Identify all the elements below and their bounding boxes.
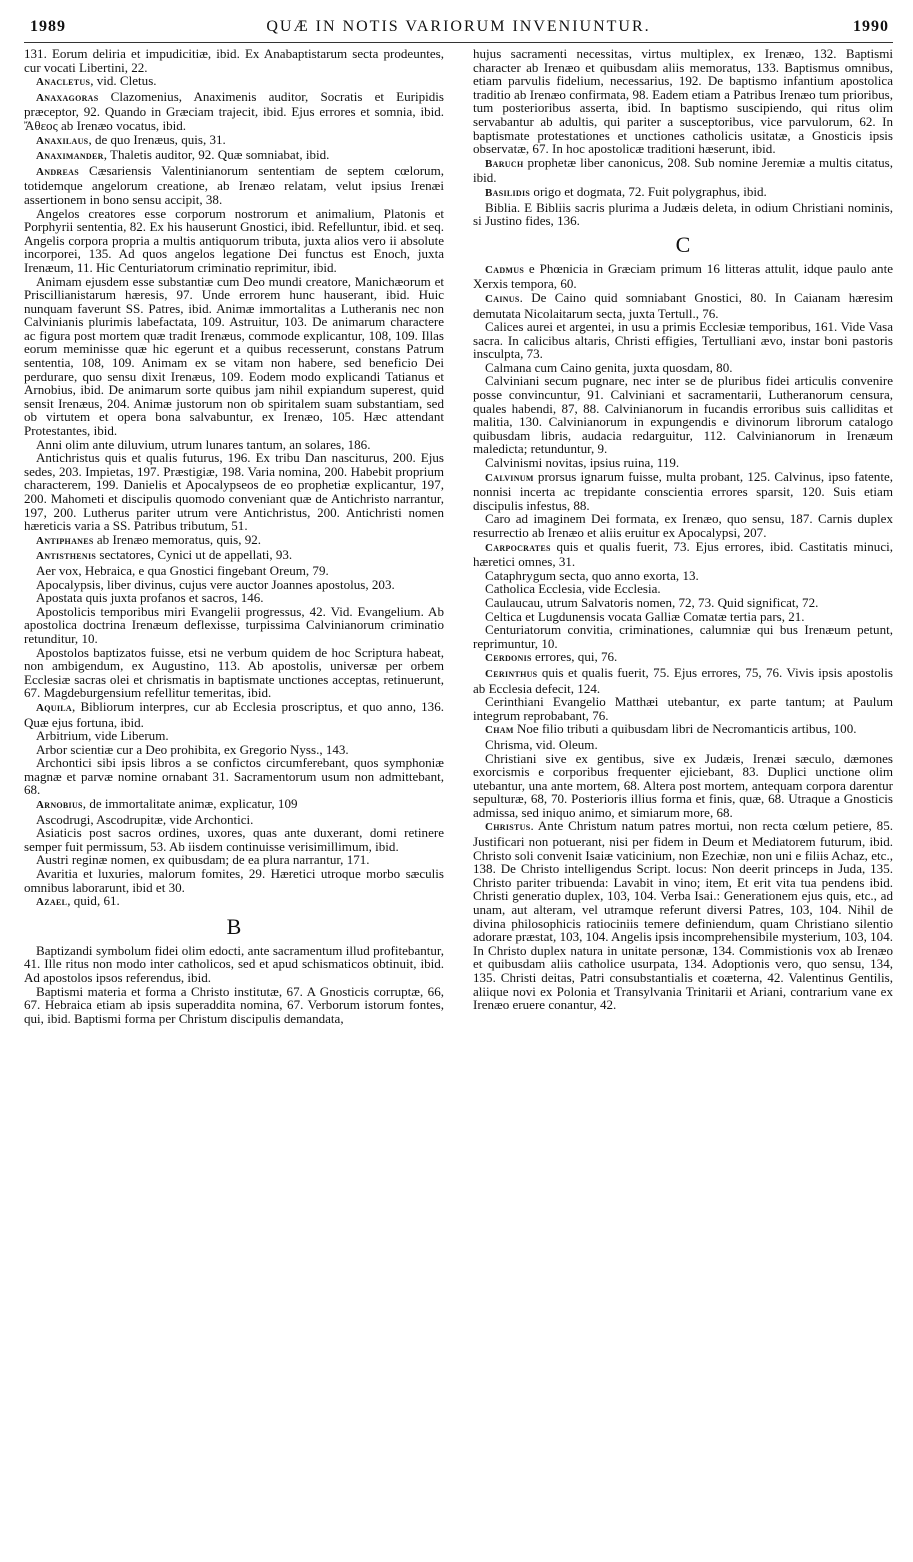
index-entry (473, 201, 893, 228)
entry-text: Calices aurei et argentei, in usu a primis Ecclesiæ temporibus, 161. Vide Vasa sacra. In calicibus altaris, Christi effigies, Tertulliani ævo, instar boni pastoris insculpta, 73. (473, 319, 893, 362)
page-number-left: 1989 (30, 18, 66, 35)
entry-headword: Andreas (36, 165, 79, 178)
entry-text: Apostolicis temporibus miri Evangelii progressus, 42. Vid. Evangelium. Ab apostolica doctrina Irenæum deflexisse, turpissima Calvinianorum criminatio retunditur, 10. (24, 603, 444, 646)
entry-text: Noe filio tributi a quibusdam libri de Necromanticis artibus, 100. (513, 721, 857, 737)
entry-text: Aer vox, Hebraica, e qua Gnostici fingebant Oreum, 79. (36, 562, 329, 578)
entry-text: Avaritia et luxuries, malorum fomites, 29. Hæretici utroque morbo sæculis omnibus laborarunt, ibid et 30. (24, 866, 444, 895)
entry-text: Apostata quis juxta profanos et sacros, 146. (36, 590, 264, 606)
index-entry (473, 623, 893, 650)
entry-headword: Anaxilaus (36, 134, 89, 147)
entry-text: prorsus ignarum fuisse, multa probant, 125. Calvinus, ipso fatente, nonnisi incerta ac trepidante conscientia errores sparsit, 120. Suis etiam discipulis infestus, 88. (473, 468, 893, 513)
index-entry (473, 752, 893, 820)
index-entry (24, 813, 444, 827)
index-entry (24, 74, 444, 90)
index-entry (24, 743, 444, 757)
entry-text: prophetæ liber canonicus, 208. Sub nomine Jeremiæ a multis citatus, ibid. (473, 154, 893, 186)
index-entry (24, 700, 444, 729)
index-entry (24, 894, 444, 910)
entry-headword: Baruch (485, 157, 524, 170)
entry-text: Ascodrugi, Ascodrupitæ, vide Archontici. (36, 811, 254, 827)
entry-headword: Cadmus (485, 263, 525, 276)
index-entry (24, 729, 444, 743)
index-entry (24, 826, 444, 853)
entry-text: , quid, 61. (67, 893, 120, 909)
index-entry (473, 650, 893, 666)
entry-text: Baptismi materia et forma a Christo institutæ, 67. A Gnosticis corruptæ, 66, 67. Hebraica etiam ab ipsis superaddita nomina, 67. Verborum istorum fontes, qui, ibid. Baptismi forma per Christum discipulis demandata, (24, 983, 444, 1026)
entry-text: Austri reginæ nomen, ex quibusdam; de ea plura narrantur, 171. (36, 852, 370, 868)
section-letter: C (675, 231, 691, 257)
index-entry (473, 291, 893, 320)
entry-headword: Cerdonis (485, 652, 532, 665)
entry-headword: Cerinthus (485, 667, 538, 680)
entry-text: e Phœnicia in Græciam primum 16 litteras attulit, idque paulo ante Xerxis tempora, 60. (473, 260, 893, 292)
index-entry (473, 610, 893, 624)
entry-headword: Calvinum (485, 471, 534, 484)
index-entry (473, 695, 893, 722)
index-entry (24, 275, 444, 438)
index-entry (473, 819, 893, 1011)
right-column (473, 47, 893, 1025)
entry-text: Calmana cum Caino genita, juxta quosdam, 80. (485, 359, 733, 375)
index-entry (24, 564, 444, 578)
index-entry (473, 361, 893, 375)
index-entry (473, 666, 893, 695)
index-entry (473, 738, 893, 752)
entry-text: Catholica Ecclesia, vide Ecclesia. (485, 581, 661, 597)
entry-text: Centuriatorum convitia, criminationes, calumniæ qui bus Irenæum petunt, reprimuntur, 10. (473, 622, 893, 651)
index-entry (24, 133, 444, 149)
entry-text: hujus sacramenti necessitas, virtus multiplex, ex Irenæo, 132. Baptismi character ab Irenæo et quibusdam aliis memoratus, 133. Baptismus omnibus, etiam parvulis fidelium, necessarius, 192. De baptismo infantium apostolica traditio ab Irenæo confirmata, 98. Eadem etiam a Patribus Irenæo tum prioribus, tum posterioribus asserta, ibid. In baptismo suscipiendo, qui ritus olim servabantur ab adultis, qui pariter a susceptoribus, vice parvulorum, 62. In baptismate protestationes et unctiones catholicis usitatæ, a Gnosticis ipsis observatæ, 67. In hoc apostolicæ traditioni hæserunt, ibid. (473, 46, 893, 157)
index-entry (473, 156, 893, 185)
entry-text: Animam ejusdem esse substantiæ cum Deo mundi creatore, Manichæorum et Priscillianistarum hæresis, 97. Unde errorem hunc hauserant, ibid. Huic nunquam faverunt SS. Patres, ibid. Animæ immortalitas a Lutheranis nec non Calvinianis plurimis labefactata, 109. Astruitur, 103. De animarum charactere ac figura post mortem quæ tradit Irenæus, commode explicantur, 108, 109. Illas eorum meminisse quæ hic egerunt et a quibus recesserunt, constans Patrum sententia, 108, 109. Animam ex se vitam non habere, sed beneficio Dei perdurare, quo sensu dixit Irenæus, 109. Eodem modo explicandi Tatianus et Arnobius, ibid. De animarum sorte quibus jam nihil expiandum superest, quid sensit Irenæus, 204. Animæ justorum non ob spiritalem suam substantiam, sed ob virtutem et opera bona salvabuntur, ex Irenæo, 105. Hæc attendant Protestantes, ibid. (24, 273, 444, 439)
index-entry (24, 207, 444, 275)
index-entry (24, 164, 444, 207)
index-entry (473, 320, 893, 361)
index-entry (24, 646, 444, 700)
entry-text: quis et qualis fuerit, 75. Ejus errores, 75, 76. Vivis ipsis apostolis ab Ecclesia defecit, 124. (473, 664, 893, 696)
entry-text: origo et dogmata, 72. Fuit polygraphus, ibid. (530, 183, 767, 199)
entry-headword: Aquila (36, 701, 72, 714)
index-entry (473, 456, 893, 470)
entry-text: Arbor scientiæ cur a Deo prohibita, ex Gregorio Nyss., 143. (36, 741, 349, 757)
index-entry (24, 533, 444, 549)
left-column (24, 47, 444, 1025)
entry-text: , de quo Irenæus, quis, 31. (88, 131, 226, 147)
index-entry (24, 756, 444, 797)
index-entry (473, 262, 893, 291)
entry-headword: Arnobius (36, 799, 83, 812)
index-columns (24, 47, 893, 1025)
entry-text: Baptizandi symbolum fidei olim edocti, ante sacramentum illud profitebantur, 41. Ille ritus non modo inter catholicos, sed et apud schismaticos obtinuit, ibid. Ad apostolos ipsos referendus, ibid. (24, 942, 444, 985)
entry-headword: Carpocrates (485, 541, 551, 554)
entry-text: , vid. Cletus. (90, 73, 157, 89)
entry-headword: Antiphanes (36, 534, 94, 547)
entry-text: Celtica et Lugdunensis vocata Galliæ Comatæ tertia pars, 21. (485, 608, 805, 624)
index-entry (473, 512, 893, 539)
running-title: QUÆ IN NOTIS VARIORUM INVENIUNTUR. (266, 18, 651, 35)
index-entry (24, 90, 444, 133)
entry-text: quis et qualis fuerit, 73. Ejus errores, ibid. Castitatis minuci, hæretici omnes, 31. (473, 538, 893, 570)
index-entry (24, 47, 444, 74)
index-entry (24, 438, 444, 452)
entry-headword: Anaxagoras (36, 91, 99, 104)
index-entry (24, 578, 444, 592)
running-header (24, 16, 893, 43)
entry-text: Asiaticis post sacros ordines, uxores, quas ante duxerant, domi retinere semper fuit permissum, 53. Ab iisdem continuisse verisimillimum, ibid. (24, 825, 444, 854)
index-entry (473, 569, 893, 583)
entry-text: Christiani sive ex gentibus, sive ex Judæis, Irenæi sæculo, dæmones exorcismis e corporibus frequenter ejiciebant, 83. Duplici unctione olim utebantur, una ante mortem, 68. Altera post mortem, antequam corpora darentur sepulturæ, 68, 70. Posterioris illius forma et finis, quæ, 68. Utraque a Gnosticis admissa, sed iniquo animo, et simiarum more, 68. (473, 750, 893, 820)
index-entry (473, 47, 893, 156)
page-number-right: 1990 (853, 18, 889, 35)
index-entry (473, 722, 893, 738)
entry-text: Caulaucau, utrum Salvatoris nomen, 72, 73. Quid significat, 72. (485, 594, 819, 610)
entry-text: Clazomenius, Anaximenis auditor, Socratis et Euripidis præceptor, 92. Quando in Græciam trajecit, ibid. Ejus errores et somnia, ibid. Ἄθεος ab Irenæo vocatus, ibid. (24, 88, 444, 133)
entry-text: Archontici sibi ipsis libros a se confictos circumferebant, quos symphoniæ magnæ et parvæ nomine ornabant 31. Sacramentorum usum non admittebant, 68. (24, 755, 444, 798)
entry-text: Cerinthiani Evangelio Matthæi utebantur, ex parte tantum; at Paulum integrum reprobabant, 76. (473, 694, 893, 723)
entry-text: Angelos creatores esse corporum nostrorum et animalium, Platonis et Porphyrii sententia, 82. Ex his hauserunt Gnostici, ibid. Refelluntur, ibid. et seq. Angelis corpora propria a multis antiquorum tributa, juxta alios vero ii absolute incorporei, 135. Ad quos angelos legatione Dei functus est Enoch, juxta Irenæum, 11. Hic Centuriatorum criminatio reprimitur, ibid. (24, 205, 444, 275)
entry-text: Cæsariensis Valentinianorum sententiam de septem cœlorum, totidemque angelorum creatione, ab Irenæo relatam, velut ipsius Irenæi assertionem in bono sensu accipit, 38. (24, 162, 444, 207)
entry-headword: Azael (36, 896, 68, 909)
index-entry (473, 374, 893, 456)
index-entry (24, 867, 444, 894)
entry-text: , Thaletis auditor, 92. Quæ somniabat, ibid. (103, 147, 330, 163)
entry-text: Biblia. E Bibliis sacris plurima a Judæis deleta, in odium Christiani nominis, si Justino fides, 136. (473, 199, 893, 229)
entry-text: Calviniani secum pugnare, nec inter se de pluribus fidei articulis convenire posse convincuntur, 91. Calviniani et sacramentarii, Lutheranorum censura, quales habendi, 87, 88. Calvinianorum in fucandis erroribus suis calliditas et malitia, 130. Calvinianorum in expungendis e divinorum librorum catalogo quibusdam libris, audacia redarguitur, 112. Calvinianorum in Irenæum maledicta; retunduntur, 9. (473, 373, 893, 457)
entry-text: Arbitrium, vide Liberum. (36, 728, 169, 744)
entry-headword: Christus (485, 821, 531, 834)
entry-text: . De Caino quid somniabant Gnostici, 80. In Caianam hæresim demutata Nicolaitarum secta, juxta Tertull., 76. (473, 289, 893, 321)
entry-text: 131. Eorum deliria et impudicitiæ, ibid. Ex Anabaptistarum secta prodeuntes, cur vocati Libertini, 22. (24, 46, 444, 75)
entry-headword: Anacletus (36, 76, 91, 89)
section-letter: B (226, 913, 242, 939)
entry-text: , de immortalitate animæ, explicatur, 109 (82, 796, 298, 812)
entry-headword: Anaximander (36, 150, 104, 163)
entry-headword: Cainus (485, 292, 520, 305)
index-entry (24, 605, 444, 646)
entry-headword: Antisthenis (36, 550, 97, 563)
index-entry (473, 540, 893, 569)
entry-text: Apocalypsis, liber divinus, cujus vere auctor Joannes apostolus, 203. (36, 576, 395, 592)
index-entry (473, 185, 893, 201)
index-entry (24, 985, 444, 1026)
entry-headword: Basilidis (485, 186, 531, 199)
entry-text: Apostolos baptizatos fuisse, etsi ne verbum quidem de hoc Scriptura habeat, non ambigendum, ex Augustino, 113. Ab apostolis, universæ per orbem Ecclesiæ sacras olei et chrismatis in baptismate unctiones acceptas, retinuerunt, 67. Magdeburgensium refellitur temeritas, ibid. (24, 644, 444, 701)
entry-text: . Ante Christum natum patres mortui, non recta cœlum petiere, 85. Justificari non potuerant, nisi per fidem in Deum et Mediatorem futurum, ibid. Christo soli convenit Isaiæ vaticinium, non Ezechiæ, non uni e filiis Achaz, etc., 138. De Christo intelligendus Script. locus: Non deerit princeps in Juda, 135. Christo pariter tribuenda: Lavabit in vino; item, Et erit vita tua pendens ibid. Christi generatio duplex, 103, 104. Verba Isai.: Generationem ejus quis, etc., ad unam, aut alteram, vel utramque referunt diversi Patres, 103, 104. Nihil de divina philosophicis ratiociniis temere definiendum, quam Christiano silentio adorare præstat, 103, 104. Angelis ipsis incomprehensibile mysterium, 103, 104. In Christo duplex natura in unitate personæ, 134. Commistionis vox ab Irenæo et quibusdam aliis catholice usurpata, 134. Adoptionis vero, quo sensu, 134, 135. Christi deitas, Patri consubstantialis et coæterna, 42. Valentinus Gentilis, aliique novi ex Polonia et Transylvania Trinitarii et Ariani, contrarium vane ex Irenæo eruere conantur, 42. (473, 818, 893, 1013)
index-entry (24, 591, 444, 605)
entry-text: Antichristus quis et qualis futurus, 196. Ex tribu Dan nasciturus, 200. Ejus sedes, 203. Impietas, 197. Præstigiæ, 198. Varia nomina, 200. Habebit proprium characterem, 199. Danielis et Apocalypseos de eo prophetiæ explicantur, 197, 200. Mahometi et discipulis quomodo conveniant quæ de Antichristo narrantur, 197, 200. Lutherus pariter utrum vere Antichristus, 200. Antichristi nomen hæreticis varia a SS. Patribus tributum, 51. (24, 450, 444, 534)
entry-text: Chrisma, vid. Oleum. (485, 736, 598, 752)
index-entry (24, 451, 444, 533)
index-entry (24, 797, 444, 813)
entry-text: Anni olim ante diluvium, utrum lunares tantum, an solares, 186. (36, 436, 371, 452)
index-entry (473, 596, 893, 610)
entry-text: , Bibliorum interpres, cur ab Ecclesia proscriptus, et quo anno, 136. Quæ ejus fortuna, ibid. (24, 698, 444, 730)
index-entry (24, 853, 444, 867)
index-entry (473, 470, 893, 513)
index-entry (24, 548, 444, 564)
entry-text: Cataphrygum secta, quo anno exorta, 13. (485, 567, 699, 583)
entry-text: Caro ad imaginem Dei formata, ex Irenæo, quo sensu, 187. Carnis duplex resurrectio ab Irenæo et aliis eruitur ex Apocalypsi, 207. (473, 511, 893, 540)
entry-text: ab Irenæo memoratus, quis, 92. (93, 531, 262, 547)
entry-headword: Cham (485, 724, 514, 737)
entry-text: Calvinismi novitas, ipsius ruina, 119. (485, 455, 680, 471)
index-entry (24, 148, 444, 164)
index-entry (24, 944, 444, 985)
entry-text: errores, qui, 76. (531, 649, 618, 665)
index-entry (473, 582, 893, 596)
entry-text: sectatores, Cynici ut de appellati, 93. (96, 547, 293, 563)
